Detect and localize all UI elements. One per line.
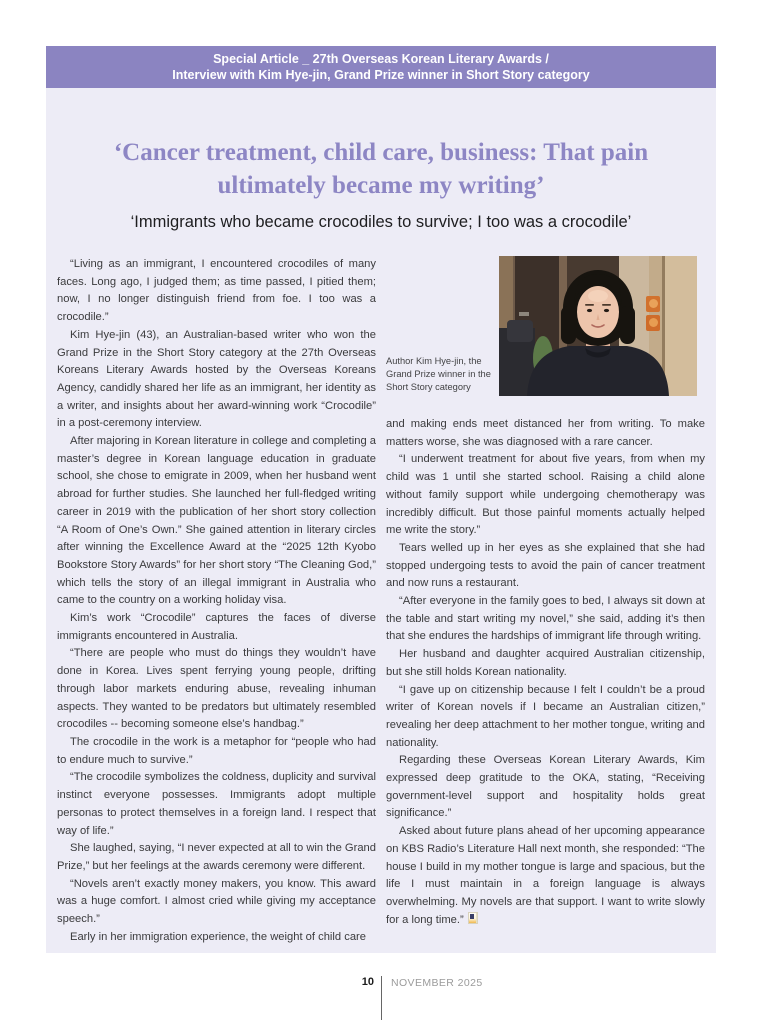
article-paragraph: and making ends meet distanced her from writing. To make matters worse, she was diagnosed with a rare cancer. [386,418,705,448]
article-paragraph: Asked about future plans ahead of her upcoming appearance on KBS Radio’s Literature Hall next month, she responded: “The house I build in my mother tongue is large and spacious, but the life I must maintain in a foreign language is always overwhelming. My novels are that support. I want to write slowly for a long time.” [386,825,705,926]
article-background-panel [46,88,716,953]
footer-divider [381,976,382,1020]
banner-line-2: Interview with Kim Hye-jin, Grand Prize winner in Short Story category [172,68,590,82]
article-title [46,136,716,202]
article-paragraph: Kim Hye-jin (43), an Australian-based writer who won the Grand Prize in the Short Story category at the 27th Overseas Koreans Literary Awards hosted by the Overseas Koreans Agency, candidly shared her life as an immigrant, her identity as a writer, and insights about her award-winning work “Crocodile” in a post-ceremony interview. [57,328,376,430]
issue-date: NOVEMBER 2025 [391,977,483,989]
article-paragraph: “I underwent treatment for about five years, from when my child was 1 until she started school. Raising a child alone without family support while undergoing chemotherapy was incredibly difficult. But those painful moments actually helped me write the story.” [386,453,705,537]
article-paragraph: Regarding these Overseas Korean Literary Awards, Kim expressed deep gratitude to the OKA, stating, “Receiving government-level support and hospitality holds great significance.” [386,754,705,820]
author-photo [499,256,697,396]
photo-caption-line: Author Kim Hye-jin, the [386,356,482,366]
article-paragraph: She laughed, saying, “I never expected at all to win the Grand Prize,” but her feelings at the awards ceremony were different. [57,842,376,872]
article-paragraph: “There are people who must do things they wouldn’t have done in Korea. Lives spent ferrying young people, drifting through labor markets enduring abuse, revealing inhuman aspects. They wanted to be predators but ultimately resembled crocodiles -- becoming someone else’s handbag.” [57,647,376,731]
article-title-line-2: ultimately became my writing’ [217,172,545,199]
article-columns [46,256,716,946]
article-title-line-1: ‘Cancer treatment, child care, business: That pain [113,139,649,166]
article-paragraph: After majoring in Korean literature in college and completing a master’s degree in Korean language education in graduate school, she chose to emigrate in 2009, when her husband went abroad for further studies. She launched her full-fledged writing career in 2019 with the publication of her short story collection “A Room of One’s Own.” She gained attention in literary circles after winning the Excellence Award at the “2025 12th Kyobo Bookstore Story Awards” for her short story “The Cleaning God,” which tells the story of an illegal immigrant in Australia who came to the country on a working holiday visa. [57,435,376,607]
photo-block [386,256,705,396]
article-end-mark-icon [468,912,478,924]
article-paragraph: “I gave up on citizenship because I felt I couldn’t be a proud writer of Korean novels if I became an Australian citizen,” revealing her deep attachment to her mother tongue, writing and nationality. [386,683,705,749]
article-paragraph: Kim’s work “Crocodile” captures the faces of diverse immigrants encountered in Australia. [57,612,376,642]
author-photo-illustration [499,256,697,396]
left-column [57,256,376,946]
photo-caption-line: Short Story category [386,382,471,392]
article-paragraph: Her husband and daughter acquired Australian citizenship, but she still holds Korean nationality. [386,648,705,678]
banner-line-1: Special Article _ 27th Overseas Korean Literary Awards / [213,52,549,66]
article-paragraph: “After everyone in the family goes to bed, I always sit down at the table and start writing my novel,” she said, adding it’s then that she endures the hardships of immigrant life through writing. [386,595,705,643]
page-number: 10 [361,976,374,988]
article-subtitle: ‘Immigrants who became crocodiles to survive; I too was a crocodile’ [130,213,632,231]
right-column [386,256,705,946]
photo-caption [386,355,491,396]
article-paragraph: Early in her immigration experience, the weight of child care [70,930,366,943]
article-header-banner [46,46,716,88]
article-paragraph: “The crocodile symbolizes the coldness, duplicity and survival instinct everyone possesses. Immigrants adopt multiple personas to protect themselves in a foreign land. I respect that way of life.” [57,771,376,837]
right-column-text [386,416,705,929]
article-paragraph: “Novels aren’t exactly money makers, you know. This award was a huge comfort. I almost cried while giving my acceptance speech.” [57,877,376,926]
article-paragraph: The crocodile in the work is a metaphor for “people who had to endure much to survive.” [57,735,376,766]
photo-caption-line: Grand Prize winner in the [386,369,491,379]
article-paragraph: “Living as an immigrant, I encountered crocodiles of many faces. Long ago, I judged them; as time passed, I pitied them; now, I no longer distinguish friend from foe. I too was a crocodile.” [57,258,376,324]
article-paragraph: Tears welled up in her eyes as she explained that she had stopped undergoing tests to avoid the pain of cancer treatment and now runs a restaurant. [386,541,705,590]
